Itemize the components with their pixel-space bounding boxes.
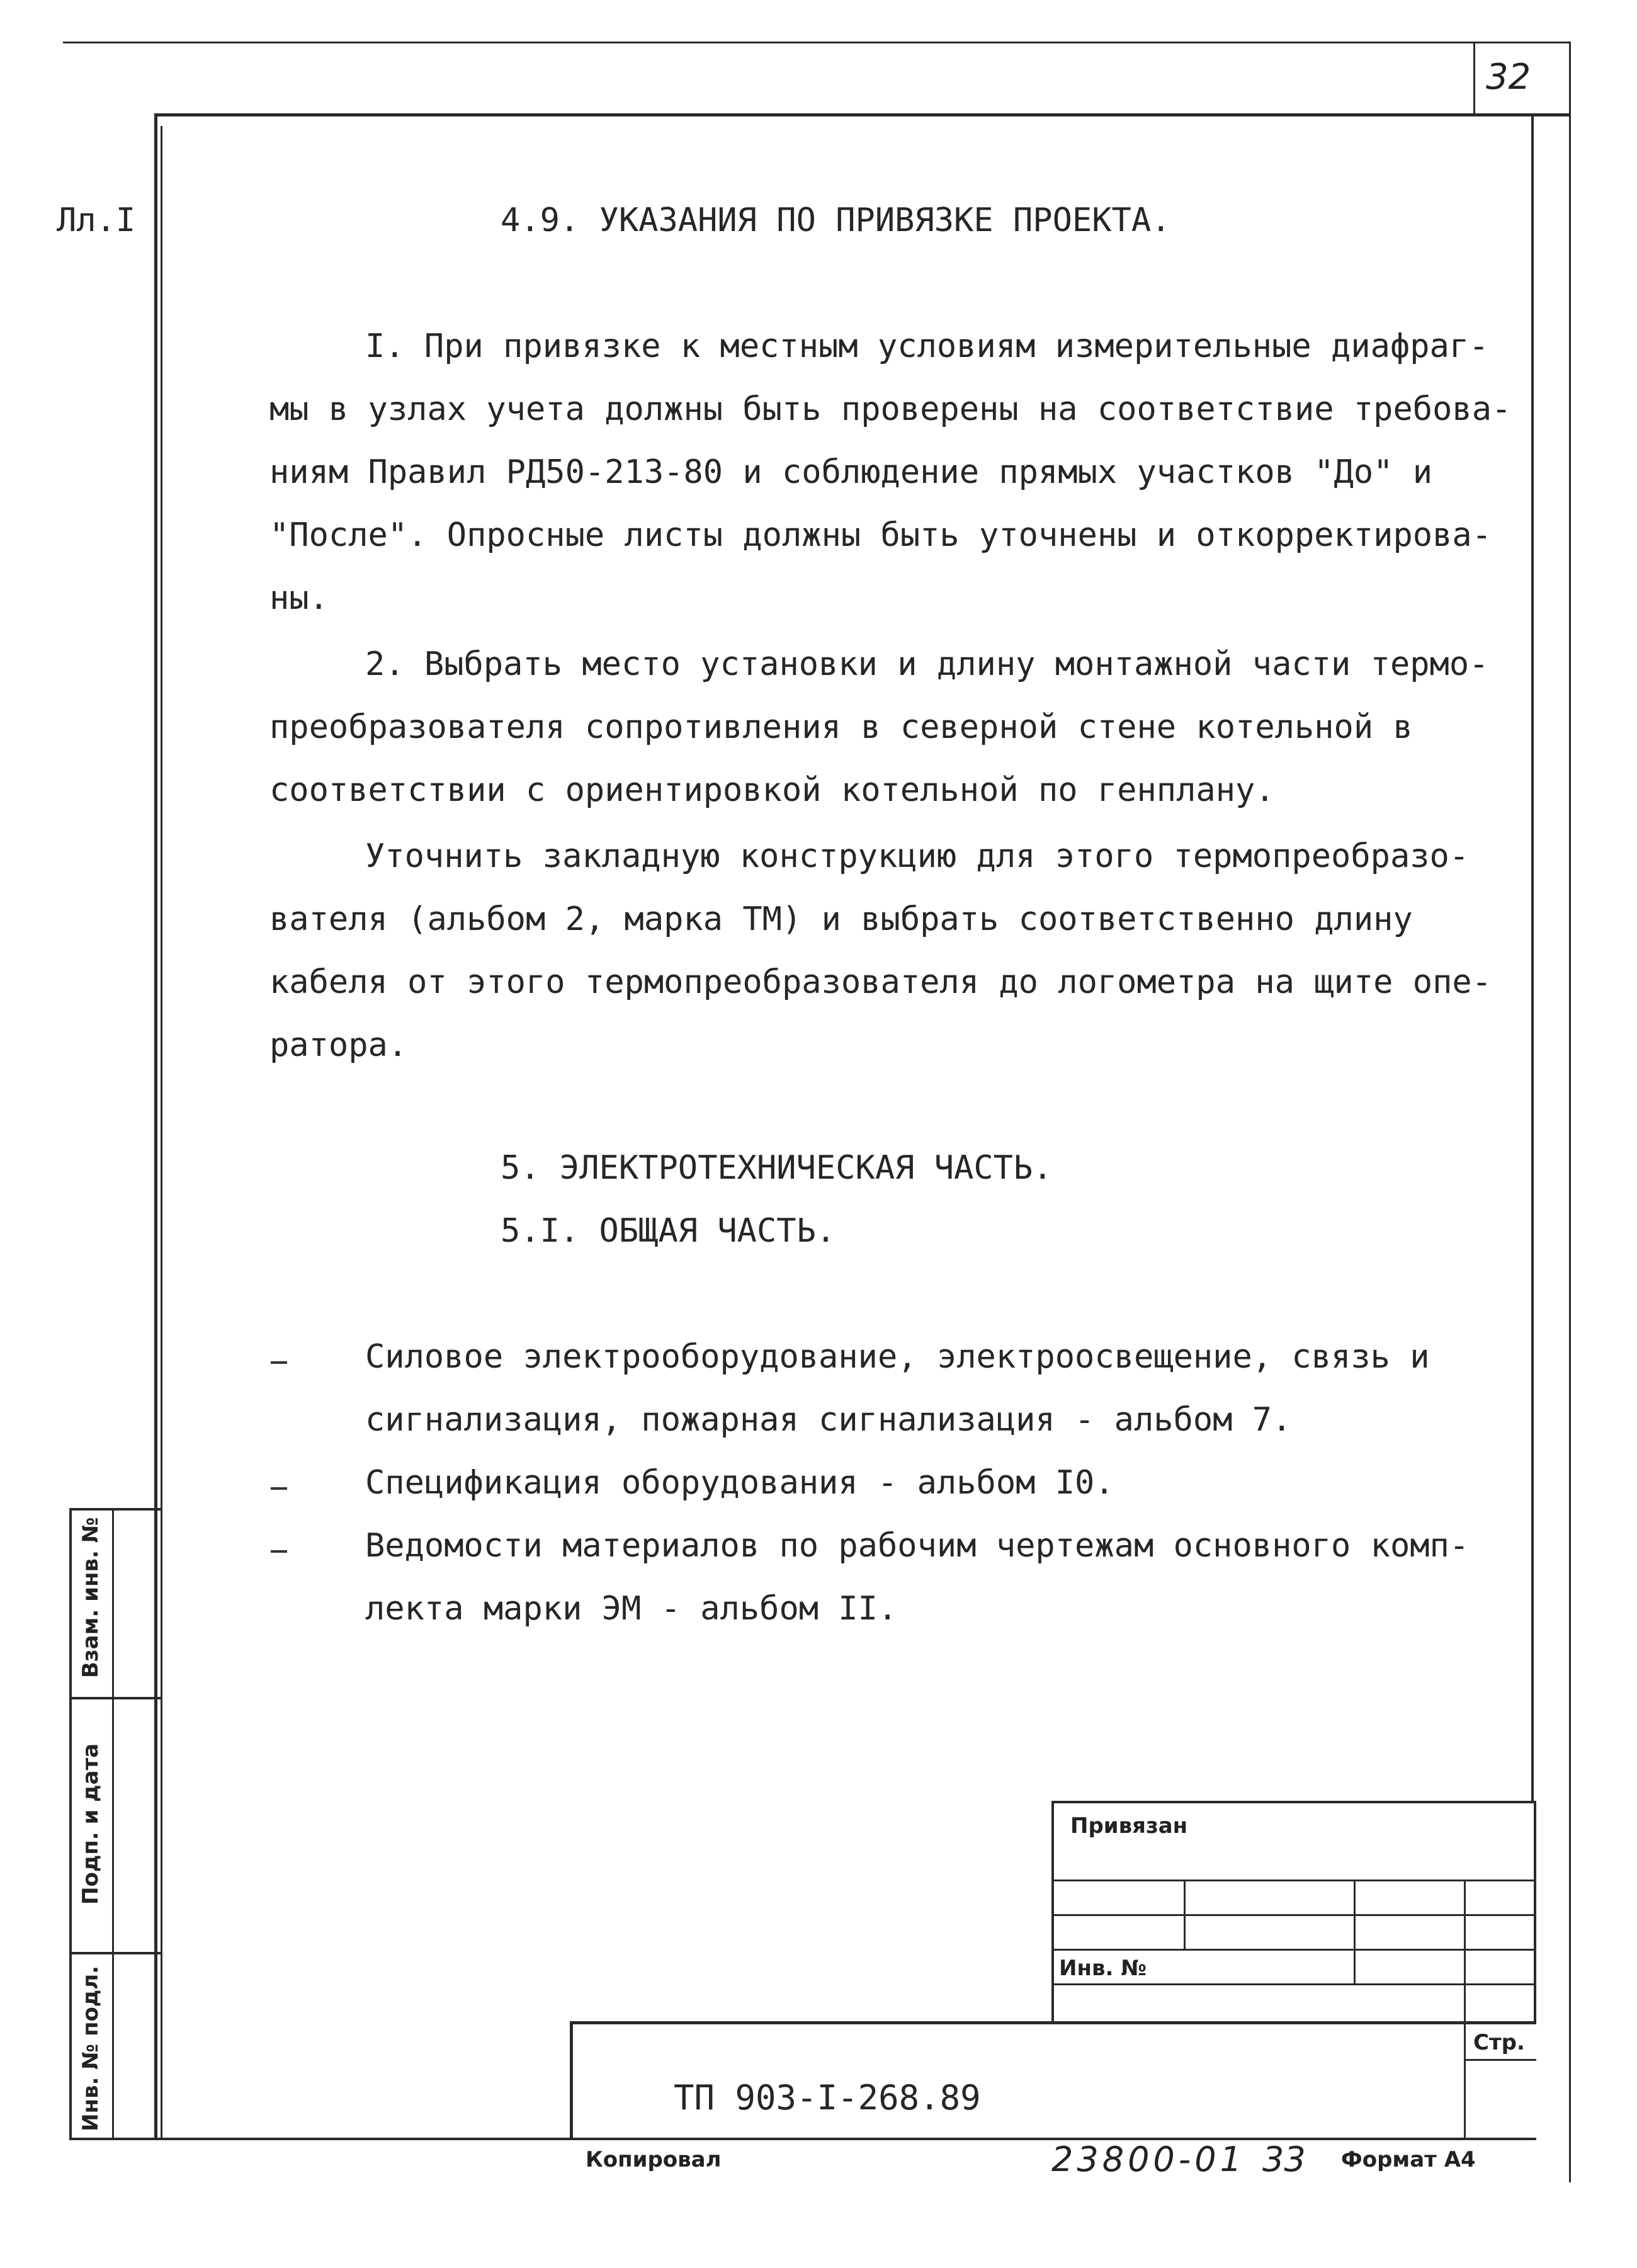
format-label: Формат А4 (1341, 2147, 1476, 2172)
list-bullet (271, 1487, 287, 1490)
inv-no-label: Инв. № (1059, 1956, 1147, 1981)
document-code: ТП 903-I-268.89 (674, 2078, 981, 2118)
kopiroval-label: Копировал (586, 2147, 722, 2172)
stamp-label-vzam: Взам. инв. № (78, 1517, 103, 1678)
order-number: 23800-01 (1051, 2140, 1245, 2179)
privyazan-label: Привязан (1070, 1813, 1188, 1839)
sheet-number: 33 (1262, 2140, 1306, 2179)
paragraph-line: мы в узлах учета должны быть проверены на соответствие требова- (269, 390, 1512, 428)
list-item: Спецификация оборудования - альбом I0. (365, 1464, 1114, 1502)
list-bullet (271, 1361, 287, 1364)
paragraph-line: вателя (альбом 2, марка ТМ) и выбрать соответственно длину (269, 900, 1413, 938)
section-heading: 5. ЭЛЕКТРОТЕХНИЧЕСКАЯ ЧАСТЬ. (501, 1149, 1053, 1187)
paragraph-line: ниям Правил РД50-213-80 и соблюдение прямых участков "До" и (269, 453, 1433, 491)
paragraph-line: соответствии с ориентировкой котельной по генплану. (269, 771, 1275, 809)
paragraph-line: преобразователя сопротивления в северной стене котельной в (269, 708, 1413, 746)
stamp-label-inv: Инв. № подл. (78, 1965, 103, 2131)
section-heading: 4.9. УКАЗАНИЯ ПО ПРИВЯЗКЕ ПРОЕКТА. (501, 201, 1171, 239)
page-number: 32 (1486, 57, 1531, 98)
paragraph-line: I. При привязке к местным условиям измерительные диафраг- (365, 327, 1489, 365)
list-bullet (271, 1550, 287, 1553)
margin-label: Лл.I (57, 201, 136, 239)
stamp-label-podp: Подп. и дата (78, 1743, 103, 1905)
list-item-continuation: сигнализация, пожарная сигнализация - альбом 7. (365, 1401, 1292, 1439)
paragraph-line: Уточнить закладную конструкцию для этого термопреобразо- (365, 837, 1470, 875)
paragraph-line: ны. (269, 579, 329, 617)
paragraph-line: кабеля от этого термопреобразователя до логометра на щите опе- (269, 963, 1492, 1001)
section-subheading: 5.I. ОБЩАЯ ЧАСТЬ. (501, 1212, 836, 1250)
paragraph-line: 2. Выбрать место установки и длину монтажной части термо- (365, 645, 1489, 683)
paragraph-line: ратора. (269, 1026, 408, 1064)
list-item-continuation: лекта марки ЭМ - альбом II. (365, 1590, 898, 1628)
page-label: Стр. (1473, 2030, 1525, 2055)
paragraph-line: "После". Опросные листы должны быть уточнены и откорректирова- (269, 516, 1492, 554)
list-item: Силовое электрооборудование, электроосвещение, связь и (365, 1338, 1430, 1376)
list-item: Ведомости материалов по рабочим чертежам основного комп- (365, 1527, 1470, 1565)
